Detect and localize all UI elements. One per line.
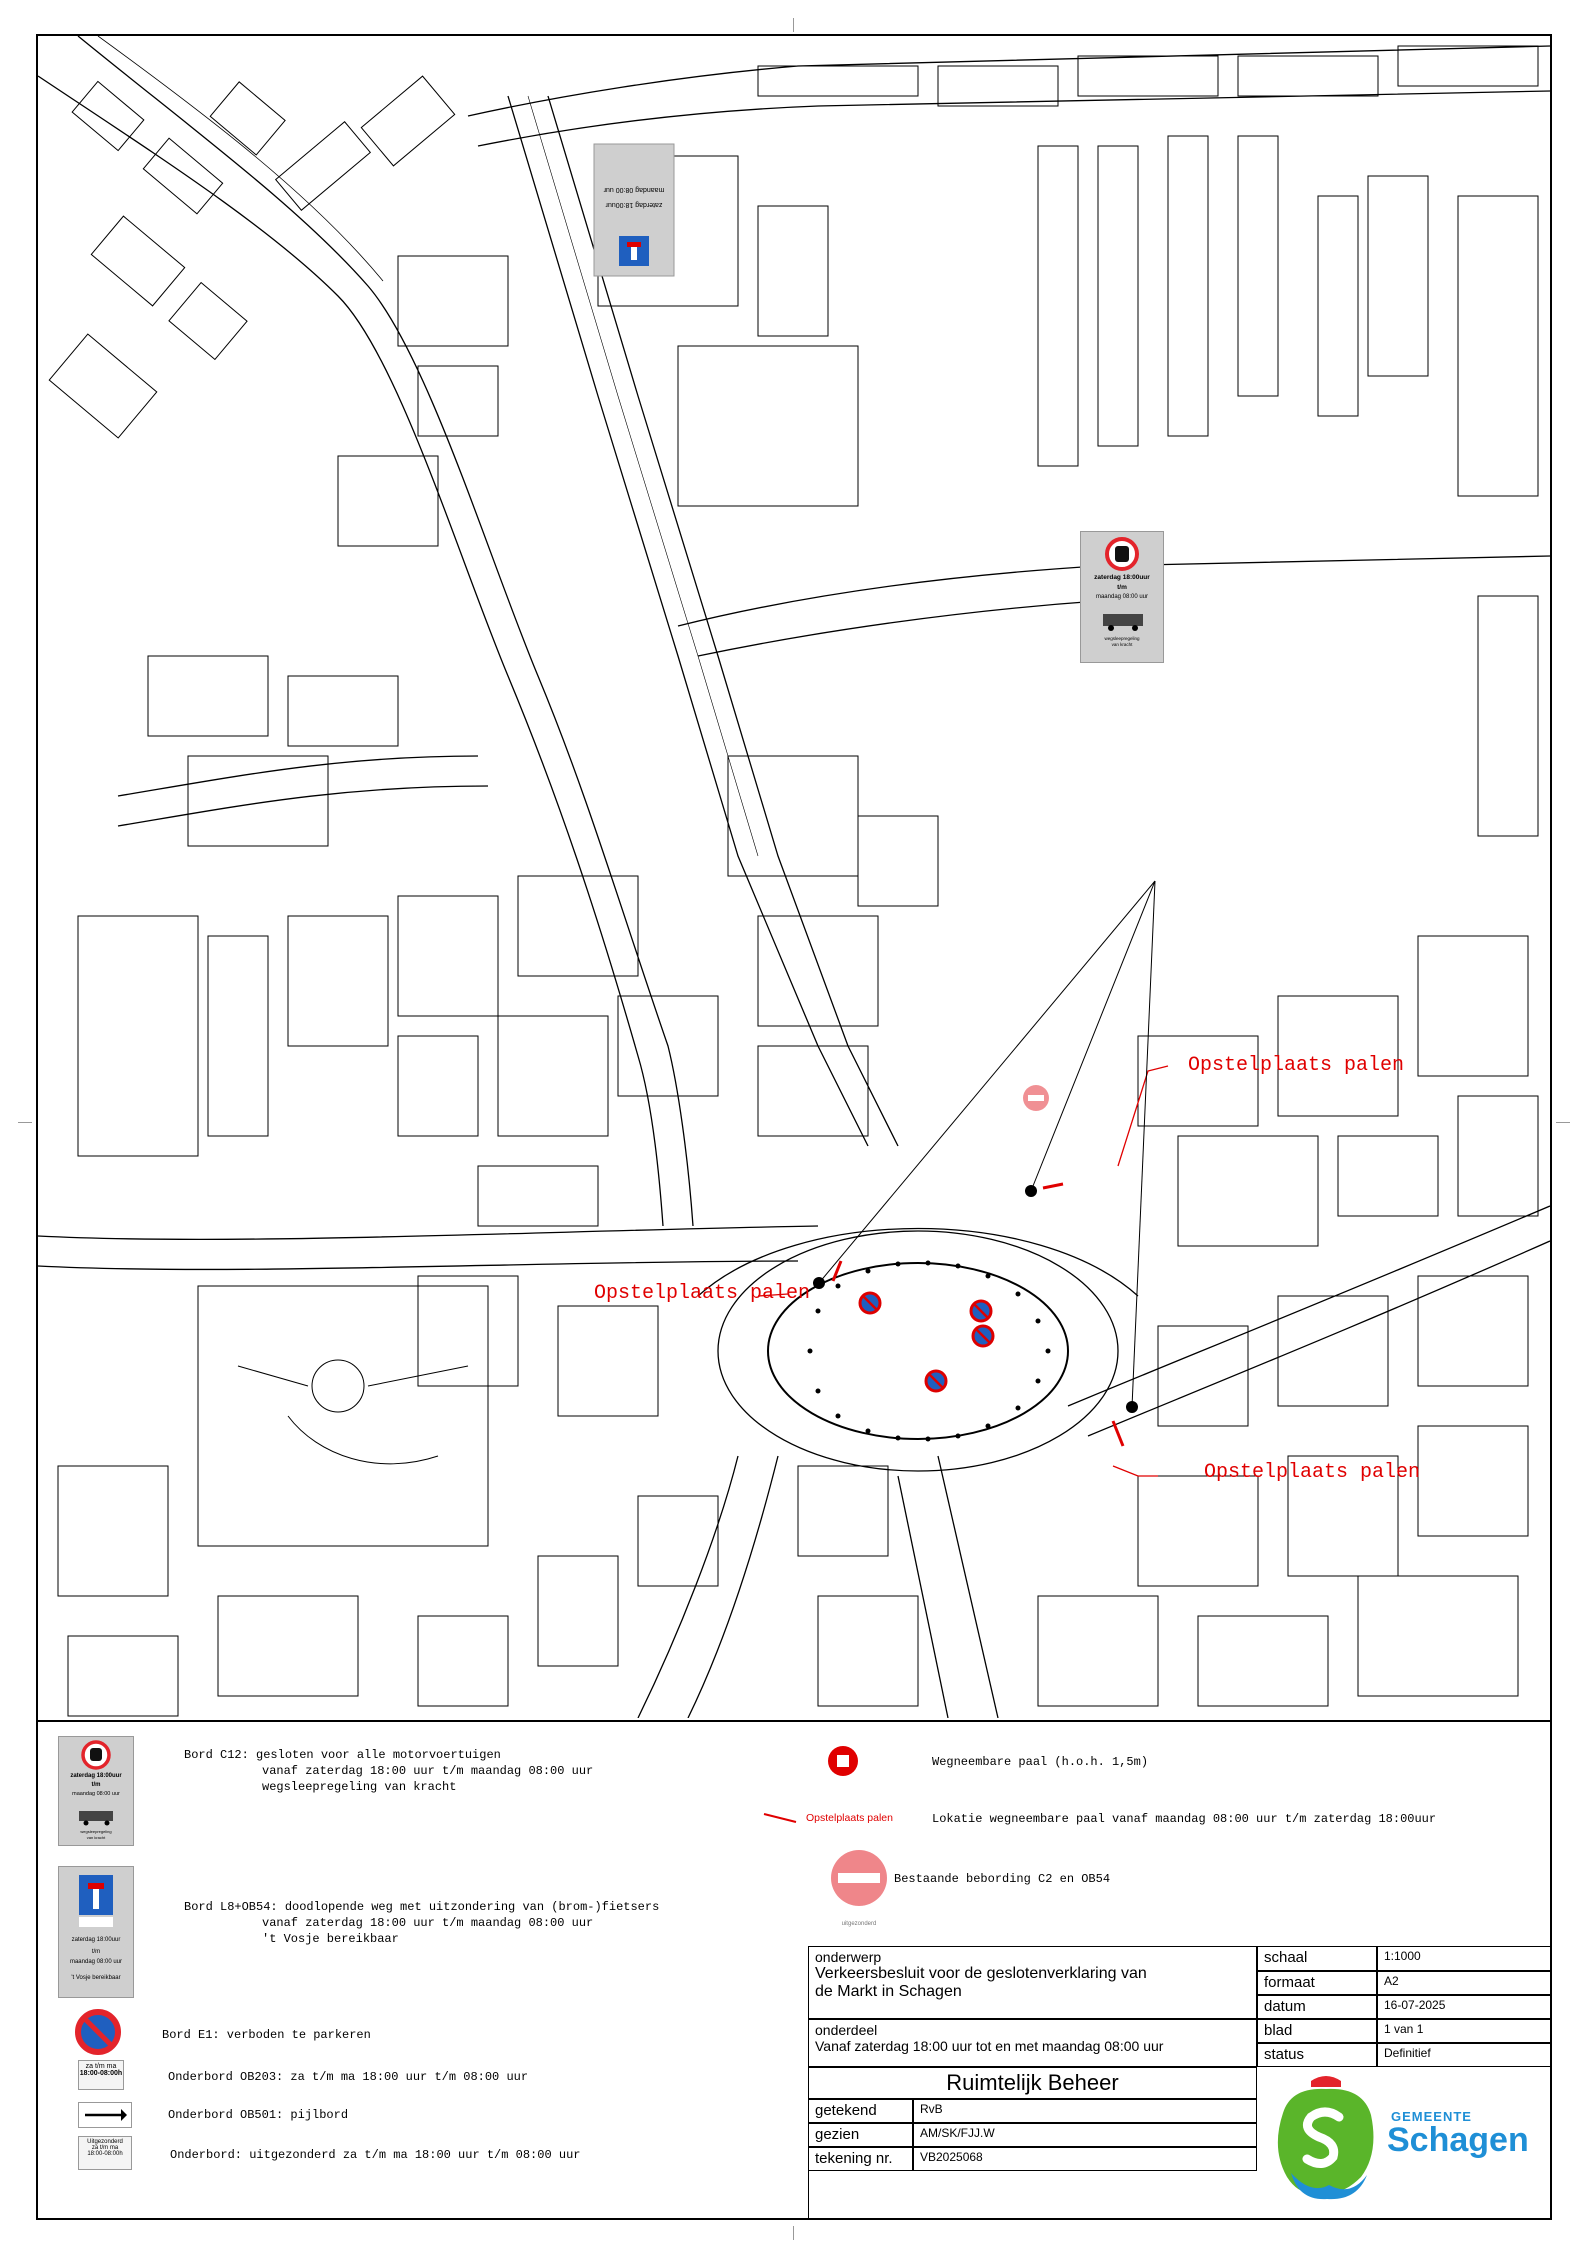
legend-c2-title: Bestaande bebording C2 en OB54	[894, 1872, 1111, 1886]
c2-sign-map	[1023, 1085, 1049, 1111]
tb-onderwerp-line1: Verkeersbesluit voor de geslotenverklaring van	[815, 1965, 1147, 1982]
tb-field-label: status	[1257, 2043, 1377, 2067]
legend-c12-sign-l5: van kracht	[86, 1835, 106, 1840]
legend-onderbord-sign-l3: 18:00-08:00h	[87, 2151, 123, 2157]
callout-leaders	[758, 1066, 1168, 1476]
legend-ob203-sign-l1: za t/m ma	[85, 2063, 117, 2070]
tb-onderdeel-label: onderdeel	[815, 2022, 878, 2038]
tb-department: Ruimtelijk Beheer	[809, 2067, 1257, 2099]
legend-l8-line3: 't Vosje bereikbaar	[262, 1932, 399, 1946]
tb-person-value: RvB	[913, 2099, 1257, 2123]
map-area[interactable]	[38, 36, 1550, 1718]
legend-c2-sign-text: uitgezonderd	[841, 1921, 877, 1927]
tb-person-value: VB2025068	[913, 2147, 1257, 2171]
legend-onderbord-sign	[78, 2136, 132, 2170]
arrow-right-icon	[79, 2103, 131, 2127]
c12-map-line5: van kracht	[1111, 642, 1133, 647]
tb-field-value: 1:1000	[1377, 1947, 1551, 1971]
tb-onderdeel-value: Vanaf zaterdag 18:00 uur tot en met maandag 08:00 uur	[815, 2038, 1164, 2054]
staging-line-icon	[760, 1808, 800, 1828]
park	[238, 1360, 468, 1464]
tb-onderwerp-line2: de Markt in Schagen	[815, 1983, 962, 2000]
legend-ob501-title: Onderbord OB501: pijlbord	[168, 2108, 349, 2122]
c12-map-line4: wegsleepregeling	[1104, 636, 1140, 641]
legend-c12-title: Bord C12: gesloten voor alle motorvoertuigen	[184, 1748, 501, 1762]
e1-signs-map	[860, 1293, 993, 1391]
tb-field-value: Definitief	[1377, 2043, 1551, 2067]
tb-field-label: blad	[1257, 2019, 1377, 2043]
c12-map-line3: maandag 08:00 uur	[1095, 594, 1149, 600]
logo-text-big: Schagen	[1387, 2121, 1529, 2159]
legend-l8-sign-l2: t/m	[91, 1949, 101, 1955]
cut-mark-left	[18, 1122, 32, 1123]
legend-l8-line2: vanaf zaterdag 18:00 uur t/m maandag 08:00 uur	[262, 1916, 594, 1930]
legend-c12-sign-l3: maandag 08:00 uur	[72, 1791, 120, 1797]
tb-onderwerp-label: onderwerp	[815, 1949, 882, 1965]
legend-onderbord-title: Onderbord: uitgezonderd za t/m ma 18:00 uur t/m 08:00 uur	[170, 2148, 581, 2162]
legend-c2-graphic	[824, 1848, 894, 1916]
legend-l8-sign-l3: maandag 08:00 uur	[69, 1959, 123, 1965]
c12-sign-map	[1080, 531, 1164, 663]
svg-text:maandag 08:00 uur: maandag 08:00 uur	[603, 186, 665, 193]
tb-field-label: schaal	[1257, 1947, 1377, 1971]
legend-ob203-title: Onderbord OB203: za t/m ma 18:00 uur t/m 08:00 uur	[168, 2070, 529, 2084]
callout-opstelplaats-left: Opstelplaats palen	[594, 1282, 811, 1305]
posts	[808, 1261, 1051, 1442]
logo-text-small: GEMEENTE	[1391, 2109, 1472, 2124]
legend-c12-line2: vanaf zaterdag 18:00 uur t/m maandag 08:00 uur	[262, 1764, 594, 1778]
tb-onderdeel	[809, 2019, 1257, 2067]
cut-mark-bottom	[793, 2226, 794, 2240]
legend-l8-sign-l4: 't Vosje bereikbaar	[71, 1975, 121, 1981]
tb-onderwerp	[809, 1947, 1257, 2019]
title-block	[808, 1946, 1550, 2220]
tb-person-label: getekend	[809, 2099, 913, 2123]
legend-onderbord-sign-l2: za t/m ma	[91, 2145, 119, 2151]
tb-field-value: A2	[1377, 1971, 1551, 1995]
legend-l8-sign	[58, 1866, 134, 1998]
legend-l8-sign-l1: zaterdag 18:00uur	[71, 1937, 121, 1943]
tb-person-label: gezien	[809, 2123, 913, 2147]
legend-ob203-sign-l2: 18:00-08:00h	[79, 2070, 123, 2077]
legend-c12-line3: wegsleepregeling van kracht	[262, 1780, 457, 1794]
callout-opstelplaats-bottom: Opstelplaats palen	[1204, 1461, 1421, 1484]
svg-text:zaterdag 18:00uur: zaterdag 18:00uur	[605, 201, 663, 208]
tb-field-label: formaat	[1257, 1971, 1377, 1995]
tb-field-label: datum	[1257, 1995, 1377, 2019]
c12-map-line1: zaterdag 18:00uur	[1094, 574, 1150, 581]
legend-panel	[38, 1720, 1550, 2218]
cut-mark-top	[793, 18, 794, 32]
tb-person-value: AM/SK/FJJ.W	[913, 2123, 1257, 2147]
schagen-logo-icon	[1271, 2073, 1381, 2203]
legend-e1-title: Bord E1: verboden te parkeren	[162, 2028, 371, 2042]
c12-map-line2: t/m	[1117, 584, 1127, 591]
tb-person-label: tekening nr.	[809, 2147, 913, 2171]
legend-onderbord-sign-l1: Uitgezonderd	[87, 2139, 123, 2145]
tb-field-value: 1 van 1	[1377, 2019, 1551, 2043]
legend-c2-sign	[824, 1848, 894, 1928]
legend-c12-sign-l1: zaterdag 18:00uur	[70, 1773, 122, 1779]
legend-ob203-sign	[78, 2060, 124, 2090]
legend-ob501-sign	[78, 2102, 132, 2128]
logo-area	[1257, 2067, 1551, 2221]
legend-paal-title: Wegneembare paal (h.o.h. 1,5m)	[932, 1755, 1149, 1769]
legend-c12-sign-l4: wegsleepregeling	[80, 1829, 112, 1834]
legend-opstel-label: Opstelplaats palen	[806, 1812, 893, 1824]
cut-mark-right	[1556, 1122, 1570, 1123]
legend-opstel-title: Lokatie wegneembare paal vanaf maandag 08:00 uur t/m zaterdag 18:00uur	[932, 1812, 1437, 1826]
tb-field-value: 16-07-2025	[1377, 1995, 1551, 2019]
removable-post-icon	[826, 1744, 860, 1778]
l8-sign-map	[594, 144, 674, 276]
legend-l8-title: Bord L8+OB54: doodlopende weg met uitzondering van (brom-)fietsers	[184, 1900, 660, 1914]
callout-opstelplaats-top: Opstelplaats palen	[1188, 1054, 1405, 1077]
legend-c12-sign-l2: t/m	[91, 1782, 101, 1788]
legend-c12-sign	[58, 1736, 134, 1846]
legend-e1-sign	[74, 2008, 122, 2056]
